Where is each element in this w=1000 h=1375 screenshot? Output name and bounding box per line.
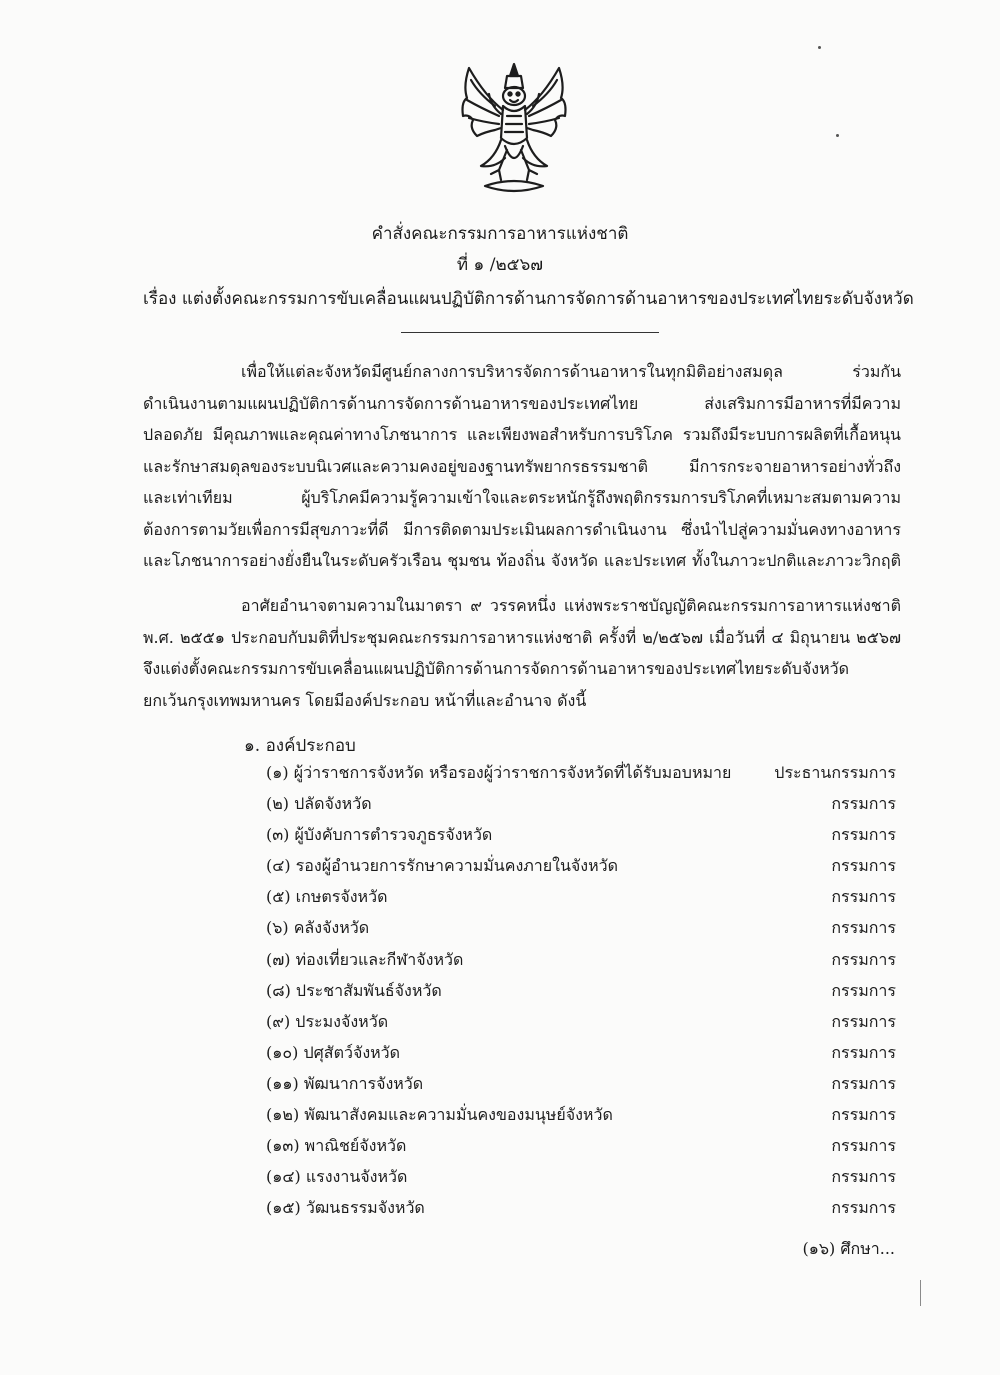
paragraph-line: และรักษาสมดุลของระบบนิเวศและความคงอยู่ของฐานทรัพยากรธรรมชาติ มีการกระจายอาหารอย่างทั่วถึง xyxy=(143,456,901,476)
order-number: ที่ ๑ /๒๕๖๗ xyxy=(456,255,544,275)
member-role: กรรมการ xyxy=(831,980,896,1000)
member-row xyxy=(266,819,896,850)
member-row xyxy=(266,1130,896,1161)
member-position: (๑๐) ปศุสัตว์จังหวัด xyxy=(266,1042,401,1062)
member-position: (๑) ผู้ว่าราชการจังหวัด หรือรองผู้ว่าราชการจังหวัดที่ได้รับมอบหมาย xyxy=(266,763,732,782)
paragraph-line: พ.ศ. ๒๕๕๑ ประกอบกับมติที่ประชุมคณะกรรมการอาหารแห่งชาติ ครั้งที่ ๒/๒๕๖๗ เมื่อวันที่ ๔ มิถุนายน ๒๕๖๗ xyxy=(143,627,901,647)
preamble-paragraph xyxy=(143,356,901,577)
member-row xyxy=(266,757,896,788)
member-position: (๒) ปลัดจังหวัด xyxy=(266,794,372,814)
member-role: กรรมการ xyxy=(831,794,896,814)
member-role: กรรมการ xyxy=(831,1136,896,1156)
title-divider xyxy=(401,332,659,333)
member-role: กรรมการ xyxy=(831,1167,896,1187)
member-row xyxy=(266,1068,896,1099)
member-row xyxy=(266,850,896,881)
paragraph-line: เพื่อให้แต่ละจังหวัดมีศูนย์กลางการบริหารจัดการด้านอาหารในทุกมิติอย่างสมดุล ร่วมกัน xyxy=(241,362,901,381)
paragraph-line: ยกเว้นกรุงเทพมหานคร โดยมีองค์ประกอบ หน้าที่และอำนาจ ดังนี้ xyxy=(143,690,587,710)
member-position: (๓) ผู้บังคับการตำรวจภูธรจังหวัด xyxy=(266,825,493,845)
member-position: (๕) เกษตรจังหวัด xyxy=(266,887,388,907)
order-subject: เรื่อง แต่งตั้งคณะกรรมการขับเคลื่อนแผนปฏิบัติการด้านการจัดการด้านอาหารของประเทศไทยระดับจังหวัด xyxy=(143,289,914,309)
member-row xyxy=(266,912,896,943)
section-heading: ๑. องค์ประกอบ xyxy=(244,736,356,756)
authority-paragraph xyxy=(143,590,901,716)
member-row xyxy=(266,975,896,1006)
paragraph-line: และเท่าเทียม ผู้บริโภคมีความรู้ความเข้าใจและตระหนักรู้ถึงพฤติกรรมการบริโภคที่เหมาะสมตามความ xyxy=(143,488,901,507)
member-position: (๘) ประชาสัมพันธ์จังหวัด xyxy=(266,980,442,1000)
scan-speck xyxy=(818,46,821,49)
member-position: (๑๓) พาณิชย์จังหวัด xyxy=(266,1136,407,1156)
member-position: (๑๒) พัฒนาสังคมและความมั่นคงของมนุษย์จังหวัด xyxy=(266,1105,613,1125)
member-row xyxy=(266,1192,896,1223)
member-role: กรรมการ xyxy=(831,1011,896,1031)
paragraph-line: จึงแต่งตั้งคณะกรรมการขับเคลื่อนแผนปฏิบัติการด้านการจัดการด้านอาหารของประเทศไทยระดับจังหวัด xyxy=(143,659,850,678)
member-position: (๗) ท่องเที่ยวและกีฬาจังหวัด xyxy=(266,949,464,969)
member-position: (๑๕) วัฒนธรรมจังหวัด xyxy=(266,1198,425,1218)
member-row xyxy=(266,788,896,819)
member-position: (๔) รองผู้อำนวยการรักษาความมั่นคงภายในจังหวัด xyxy=(266,856,619,876)
scan-speck xyxy=(836,134,839,137)
member-role: กรรมการ xyxy=(831,1042,896,1062)
member-role: กรรมการ xyxy=(831,1198,896,1218)
paragraph-line: และโภชนาการอย่างยั่งยืนในระดับครัวเรือน ชุมชน ท้องถิ่น จังหวัด และประเทศ ทั้งในภาวะปกติและภาวะวิกฤติ xyxy=(143,551,901,570)
member-role: กรรมการ xyxy=(831,825,896,845)
paragraph-line: ต้องการตามวัยเพื่อการมีสุขภาวะที่ดี มีการติดตามประเมินผลการดำเนินงาน ซึ่งนำไปสู่ความมั่นคงทางอาหาร xyxy=(143,519,901,539)
paragraph-line: อาศัยอำนาจตามความในมาตรา ๙ วรรคหนึ่ง แห่งพระราชบัญญัติคณะกรรมการอาหารแห่งชาติ xyxy=(241,596,901,615)
member-role: กรรมการ xyxy=(831,1073,896,1093)
member-row xyxy=(266,881,896,912)
member-role: ประธานกรรมการ xyxy=(774,763,896,782)
paragraph-line: ปลอดภัย มีคุณภาพและคุณค่าทางโภชนาการ และเพียงพอสำหรับการบริโภค รวมถึงมีระบบการผลิตที่เกื้อหนุน xyxy=(143,425,901,444)
member-row xyxy=(266,1161,896,1192)
garuda-emblem-icon xyxy=(455,58,573,198)
member-position: (๖) คลังจังหวัด xyxy=(266,918,370,938)
member-position: (๙) ประมงจังหวัด xyxy=(266,1011,389,1031)
continuation-text: (๑๖) ศึกษา... xyxy=(802,1239,895,1258)
paragraph-line: ดำเนินงานตามแผนปฏิบัติการด้านการจัดการด้านอาหารของประเทศไทย ส่งเสริมการมีอาหารที่มีความ xyxy=(143,393,901,413)
member-role: กรรมการ xyxy=(831,887,896,907)
member-role: กรรมการ xyxy=(831,1105,896,1125)
member-position: (๑๔) แรงงานจังหวัด xyxy=(266,1167,408,1187)
member-row xyxy=(266,944,896,975)
member-row xyxy=(266,1099,896,1130)
member-role: กรรมการ xyxy=(831,918,896,938)
scan-edge-mark xyxy=(920,1280,921,1306)
member-row xyxy=(266,1037,896,1068)
member-row xyxy=(266,1006,896,1037)
member-list xyxy=(266,757,896,1223)
member-role: กรรมการ xyxy=(831,949,896,969)
order-title: คำสั่งคณะกรรมการอาหารแห่งชาติ xyxy=(371,224,629,244)
member-position: (๑๑) พัฒนาการจังหวัด xyxy=(266,1073,424,1093)
member-role: กรรมการ xyxy=(831,856,896,876)
